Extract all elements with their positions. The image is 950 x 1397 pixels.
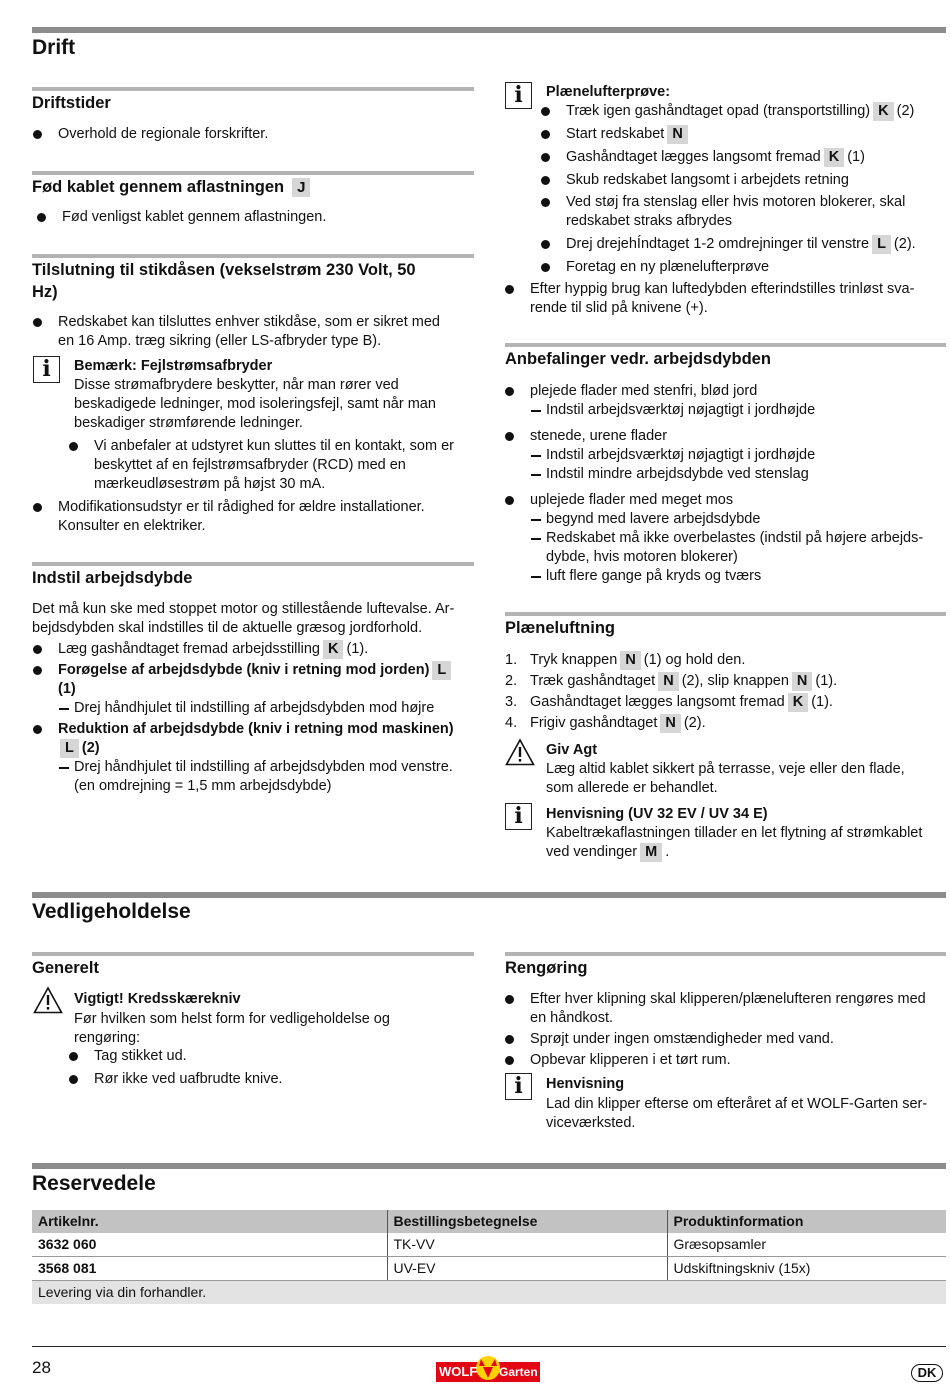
note-title: Plænelufterprøve: <box>546 84 671 100</box>
step-text <box>530 651 745 670</box>
text-line: bejdsdybden skal indstilles til de aktuelle græsog jordforhold. <box>32 620 423 636</box>
table-cell: Udskiftningskniv (15x) <box>667 1257 946 1281</box>
text-line: Konsulter en elektriker. <box>58 518 206 534</box>
text-line: (en omdrejning = 1,5 mm arbejdsdybde) <box>74 778 332 794</box>
bullet-item <box>58 720 454 739</box>
step-number: 2. <box>505 673 518 689</box>
bullet-item: Overhold de regionale forskrifter. <box>58 126 269 142</box>
subsection-title-foed <box>32 176 313 198</box>
subsection-title-text: Fød kablet gennem aflastningen <box>32 178 285 196</box>
bullet-item <box>566 148 865 167</box>
bullet-item: Opbevar klipperen i et tørt rum. <box>530 1052 731 1068</box>
bullet-item: Redskabet kan tilsluttes enhver stikdåse, som er sikret med <box>58 314 440 330</box>
bullet-item: Rør ikke ved uafbrudte knive. <box>94 1071 283 1087</box>
table-header-cell: Artikelnr. <box>32 1210 387 1233</box>
table-cell: Græsopsamler <box>667 1233 946 1257</box>
table-header-cell: Bestillingsbetegnelse <box>387 1210 667 1233</box>
info-icon: i <box>33 356 60 383</box>
step-text-b: (1) og hold den. <box>643 652 746 668</box>
subsection-rule <box>32 171 474 175</box>
subsection-rule <box>505 952 946 956</box>
ref-tag: N <box>658 672 678 691</box>
text-line <box>546 843 669 862</box>
ref-tag: J <box>292 178 310 197</box>
dash-item: Redskabet må ikke overbelastes (indstil på højere arbejds- <box>546 530 924 546</box>
logo-text-garten: Garten <box>499 1365 538 1379</box>
section-bar-vedligeholdelse <box>32 892 946 898</box>
dash-item: Indstil mindre arbejdsdybde ved stenslag <box>546 466 809 482</box>
text-line: Disse strømafbrydere beskytter, når man rører ved <box>74 377 399 393</box>
text-line: Lad din klipper efterse om efteråret af et WOLF-Garten ser- <box>546 1096 928 1112</box>
table-header-row <box>32 1210 946 1233</box>
bullet-item <box>566 235 916 254</box>
step-text <box>530 693 833 712</box>
bullet-text: Træk igen gashåndtaget opad (transportstilling) <box>566 103 871 119</box>
section-title-drift: Drift <box>32 36 76 59</box>
text-line: som allerede er behandlet. <box>546 780 718 796</box>
ref-tag: N <box>660 714 680 733</box>
text-line: Læg altid kablet sikkert på terrasse, veje eller den flade, <box>546 761 905 777</box>
ref-tag: L <box>432 661 451 680</box>
bullet-item: Ved støj fra stenslag eller hvis motoren blokerer, skal <box>566 194 906 210</box>
warning-icon <box>33 986 63 1014</box>
subsection-title-rengoering: Rengøring <box>505 959 588 977</box>
info-icon: i <box>505 1073 532 1100</box>
ref-tag: K <box>873 102 893 121</box>
wolf-garten-logo <box>436 1352 540 1382</box>
section-bar-drift <box>32 27 946 33</box>
step-text <box>530 714 706 733</box>
subsection-rule <box>32 254 474 258</box>
bullet-suffix: (1). <box>346 641 369 657</box>
note-title: Henvisning (UV 32 EV / UV 34 E) <box>546 806 768 822</box>
table-cell: TK-VV <box>387 1233 667 1257</box>
bullet-item: Modifikationsudstyr er til rådighed for ældre installationer. <box>58 499 425 515</box>
ref-tag: K <box>788 693 808 712</box>
info-icon: i <box>505 803 532 830</box>
text-line: dybde, hvis motoren blokerer) <box>546 549 738 565</box>
bullet-text: Drej drejehÍndtaget 1-2 omdrejninger til venstre <box>566 236 870 252</box>
bullet-suffix: (2). <box>893 236 916 252</box>
step-number: 4. <box>505 715 518 731</box>
ref-tag: N <box>667 125 687 144</box>
text-line: redskabet straks afbrydes <box>566 213 733 229</box>
subsection-title-indstil: Indstil arbejdsdybde <box>32 569 193 587</box>
step-number: 3. <box>505 694 518 710</box>
bullet-item: Efter hver klipning skal klipperen/plænelufteren rengøres med <box>530 991 926 1007</box>
bullet-item: Sprøjt under ingen omstændigheder med vand. <box>530 1031 834 1047</box>
step-text-b: (2), slip knappen <box>681 673 789 689</box>
note-text: ved vendinger <box>546 844 638 860</box>
step-number: 1. <box>505 652 518 668</box>
text-line: viceværksted. <box>546 1115 636 1131</box>
subsection-title-anbefalinger: Anbefalinger vedr. arbejdsdybden <box>505 350 771 368</box>
step-text-c: (1). <box>815 673 838 689</box>
step-text-a: Frigiv gashåndtaget <box>530 715 658 731</box>
logo-text-wolf: WOLF <box>439 1364 478 1379</box>
text-line: Kabeltrækaflastningen tillader en let flytning af strømkablet <box>546 825 923 841</box>
dash-item: luft flere gange på kryds og tværs <box>546 568 762 584</box>
text-line: beskyttet af en fejlstrømsafbryder (RCD) med en <box>94 457 406 473</box>
step-text <box>530 672 837 691</box>
dash-item: begynd med lavere arbejdsdybde <box>546 511 761 527</box>
text-line <box>58 739 100 758</box>
bullet-item <box>58 661 454 680</box>
subsection-rule <box>505 343 946 347</box>
ref-tag: L <box>872 235 891 254</box>
bullet-item: Skub redskabet langsomt i arbejdets retning <box>566 172 849 188</box>
table-cell: 3632 060 <box>32 1233 387 1257</box>
text-line: Det må kun ske med stoppet motor og stillestående luftevalse. Ar- <box>32 601 455 617</box>
info-icon: i <box>505 82 532 109</box>
subsection-title-tilslutning-2: Hz) <box>32 283 58 301</box>
ref-tag: K <box>323 640 343 659</box>
footer-rule <box>32 1346 946 1347</box>
table-cell: 3568 081 <box>32 1257 387 1281</box>
bullet-item: Fød venligst kablet gennem aflastningen. <box>62 209 327 225</box>
section-title-vedligeholdelse: Vedligeholdelse <box>32 900 191 923</box>
bullet-item: uplejede flader med meget mos <box>530 492 734 508</box>
bullet-item <box>566 125 691 144</box>
warning-title: Giv Agt <box>546 742 598 758</box>
subsection-title-plaeneluftning: Plæneluftning <box>505 619 615 637</box>
bullet-text: Reduktion af arbejdsdybde (kniv i retning mod maskinen) <box>58 721 454 737</box>
text-line: beskadiger strømførende ledninger. <box>74 415 303 431</box>
text-line: en håndkost. <box>530 1010 614 1026</box>
table-row <box>32 1233 946 1257</box>
dash-item: Drej håndhjulet til indstilling af arbejdsdybden mod venstre. <box>74 759 453 775</box>
table-row <box>32 1257 946 1281</box>
subsection-rule <box>505 612 946 616</box>
bullet-item <box>566 102 914 121</box>
text-line: beskadigede ledninger, mod isoleringsfejl, samt når man <box>74 396 436 412</box>
text-line: mærkeudløsestrøm på højst 30 mA. <box>94 476 326 492</box>
note-title: Bemærk: Fejlstrømsafbryder <box>74 358 273 374</box>
ref-tag: N <box>792 672 812 691</box>
language-badge: DK <box>911 1364 943 1382</box>
bullet-text: Læg gashåndtaget fremad arbejdsstilling <box>58 641 320 657</box>
subsection-rule <box>32 952 474 956</box>
step-text-b: (2). <box>683 715 706 731</box>
step-text-a: Træk gashåndtaget <box>530 673 656 689</box>
dash-item: Indstil arbejdsværktøj nøjagtigt i jordhøjde <box>546 447 816 463</box>
text-line: en 16 Amp. træg sikring (eller LS-afbryder type B). <box>58 333 382 349</box>
bullet-item: stenede, urene flader <box>530 428 668 444</box>
dash-item: Drej håndhjulet til indstilling af arbejdsdybden mod højre <box>74 700 435 716</box>
step-text-b: (1). <box>811 694 833 710</box>
table-footer-row <box>32 1281 946 1305</box>
bullet-item: Efter hyppig brug kan luftedybden efterindstilles trinløst sva- <box>530 281 915 297</box>
ref-tag: M <box>640 843 662 862</box>
bullet-item: Foretag en ny plænelufterprøve <box>566 259 770 275</box>
table-cell: UV-EV <box>387 1257 667 1281</box>
bullet-item <box>58 640 368 659</box>
subsection-rule <box>32 562 474 566</box>
bullet-suffix: (1) <box>847 149 865 165</box>
bullet-suffix: (2) <box>896 103 915 119</box>
section-title-reservedele: Reservedele <box>32 1172 156 1195</box>
bullet-text: Gashåndtaget lægges langsomt fremad <box>566 149 821 165</box>
ref-tag: K <box>824 148 844 167</box>
note-title: Henvisning <box>546 1076 625 1092</box>
warning-icon <box>505 738 535 766</box>
subsection-rule <box>32 87 474 91</box>
bullet-text: Start redskabet <box>566 126 665 142</box>
subsection-title-generelt: Generelt <box>32 959 99 977</box>
bullet-item: Vi anbefaler at udstyret kun sluttes til en kontakt, som er <box>94 438 455 454</box>
page-number: 28 <box>32 1358 51 1377</box>
dash-item: Indstil arbejdsværktøj nøjagtigt i jordhøjde <box>546 402 816 418</box>
bullet-text: Forøgelse af arbejdsdybde (kniv i retning mod jorden) <box>58 662 430 678</box>
table-footer-cell: Levering via din forhandler. <box>32 1281 946 1305</box>
table-header-cell: Produktinformation <box>667 1210 946 1233</box>
subsection-title-driftstider: Driftstider <box>32 94 111 112</box>
step-text-a: Tryk knappen <box>530 652 618 668</box>
subsection-title-tilslutning-1: Tilslutning til stikdåsen (vekselstrøm 230 Volt, 50 <box>32 261 416 279</box>
wolf-head-icon <box>476 1352 500 1382</box>
text-line: rengøring: <box>74 1030 141 1046</box>
warning-title: Vigtigt! Kredsskærekniv <box>74 991 241 1007</box>
text-line: rende til slid på knivene (+). <box>530 300 708 316</box>
ref-tag: N <box>620 651 640 670</box>
bullet-item: plejede flader med stenfri, blød jord <box>530 383 758 399</box>
bullet-item: Tag stikket ud. <box>94 1048 187 1064</box>
parts-table <box>32 1210 946 1304</box>
text-line: Før hvilken som helst form for vedligeholdelse og <box>74 1011 390 1027</box>
note-suffix: . <box>665 844 670 860</box>
text-line: (1) <box>58 681 76 697</box>
bullet-suffix: (2) <box>81 740 100 756</box>
ref-tag: L <box>60 739 79 758</box>
step-text-a: Gashåndtaget lægges langsomt fremad <box>530 694 785 710</box>
section-bar-reservedele <box>32 1163 946 1169</box>
